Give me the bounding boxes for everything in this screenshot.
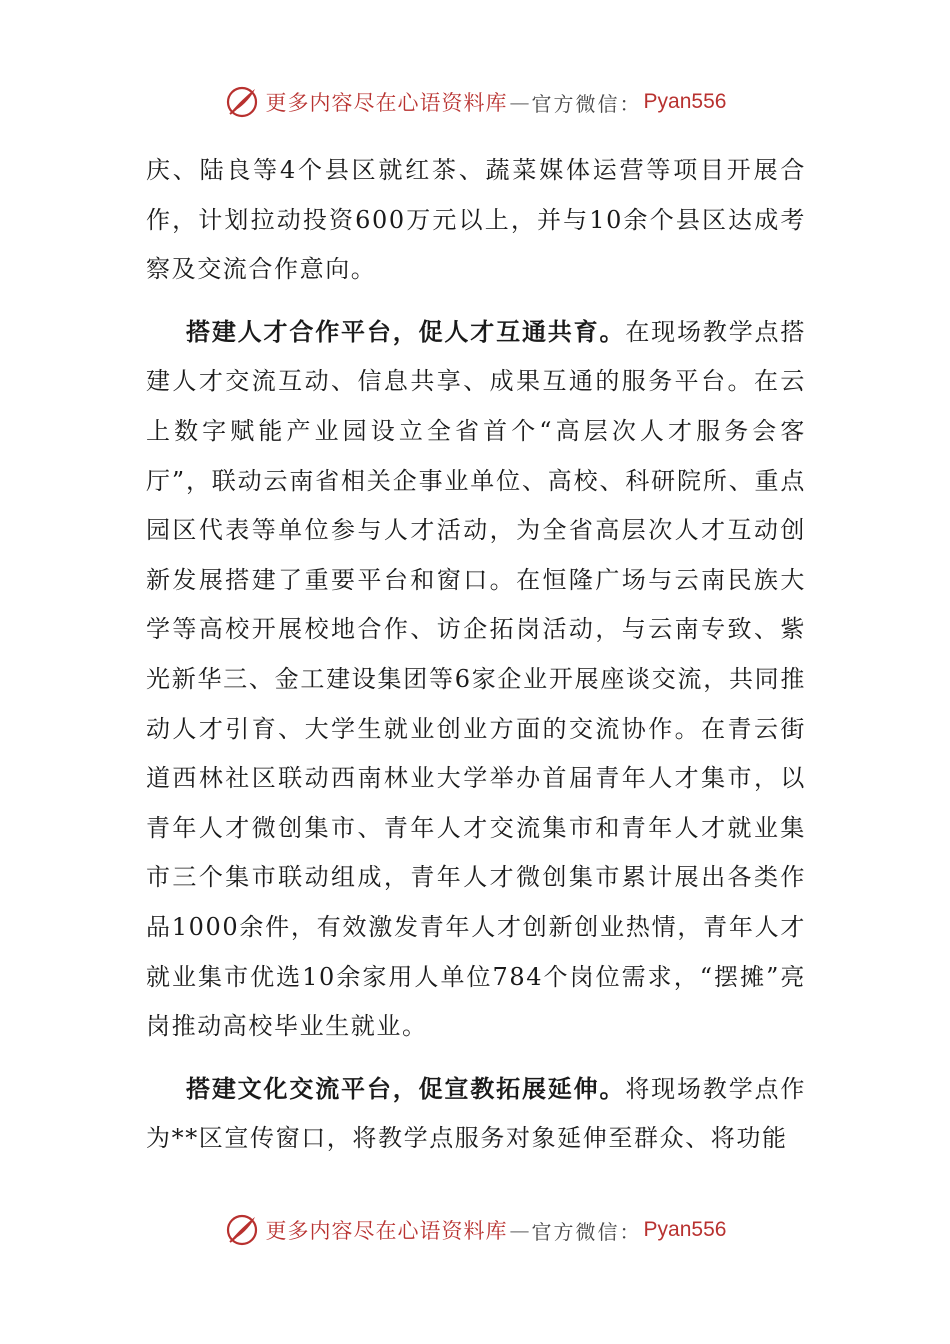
header-official-label: 官方微信： [531, 91, 642, 116]
paragraph-1: 庆、陆良等4个县区就红茶、蔬菜媒体运营等项目开展合作，计划拉动投资600万元以上，并与10余个县区达成考察及交流合作意向。 [146, 156, 806, 284]
header-wechat-id: Pyan556 [643, 90, 727, 113]
footer-separator: — [509, 1218, 530, 1242]
header-separator: — [509, 90, 530, 114]
quill-pen-logo-icon [224, 1212, 260, 1248]
paragraph-2-body: 在现场教学点搭建人才交流互动、信息共享、成果互通的服务平台。在云上数字赋能产业园设立全省首个“高层次人才服务会客厅”，联动云南省相关企事业单位、高校、科研院所、重点园区代表等单位参与人才活动，为全省高层次人才互动创新发展搭建了重要平台和窗口。在恒隆广场与云南民族大学等高校开展校地合作、访企拓岗活动，与云南专致、紫光新华三、金工建设集团等6家企业开展座谈交流，共同推动人才引育、大学生就业创业方面的交流协作。在青云街道西林社区联动西南林业大学举办首届青年人才集市，以青年人才微创集市、青年人才交流集市和青年人才就业集市三个集市联动组成，青年人才微创集市累计展出各类作品1000余件，有效激发青年人才创新创业热情，青年人才就业集市优选10余家用人单位784个岗位需求，“摆摊”亮岗推动高校毕业生就业。 [146, 317, 807, 1041]
paragraph-3-heading: 搭建文化交流平台，促宣教拓展延伸。 [186, 1073, 626, 1103]
paragraph-2-heading: 搭建人才合作平台，促人才互通共育。 [186, 316, 626, 346]
paragraph-3-body: 将现场教学点作为**区宣传窗口，将教学点服务对象延伸至群众、将功能 [146, 1074, 807, 1153]
paragraph-3 [146, 1064, 806, 1164]
footer-wechat-id: Pyan556 [643, 1218, 727, 1241]
document-body [146, 146, 806, 1164]
footer-brand-text: 更多内容尽在心语资料库 [265, 1219, 508, 1243]
footer-official-label: 官方微信： [531, 1219, 642, 1244]
header-brand-text: 更多内容尽在心语资料库 [265, 91, 508, 115]
footer-banner [0, 1208, 950, 1252]
paragraph-2 [146, 307, 806, 1052]
quill-pen-logo-icon [224, 84, 260, 120]
header-banner [0, 80, 950, 124]
